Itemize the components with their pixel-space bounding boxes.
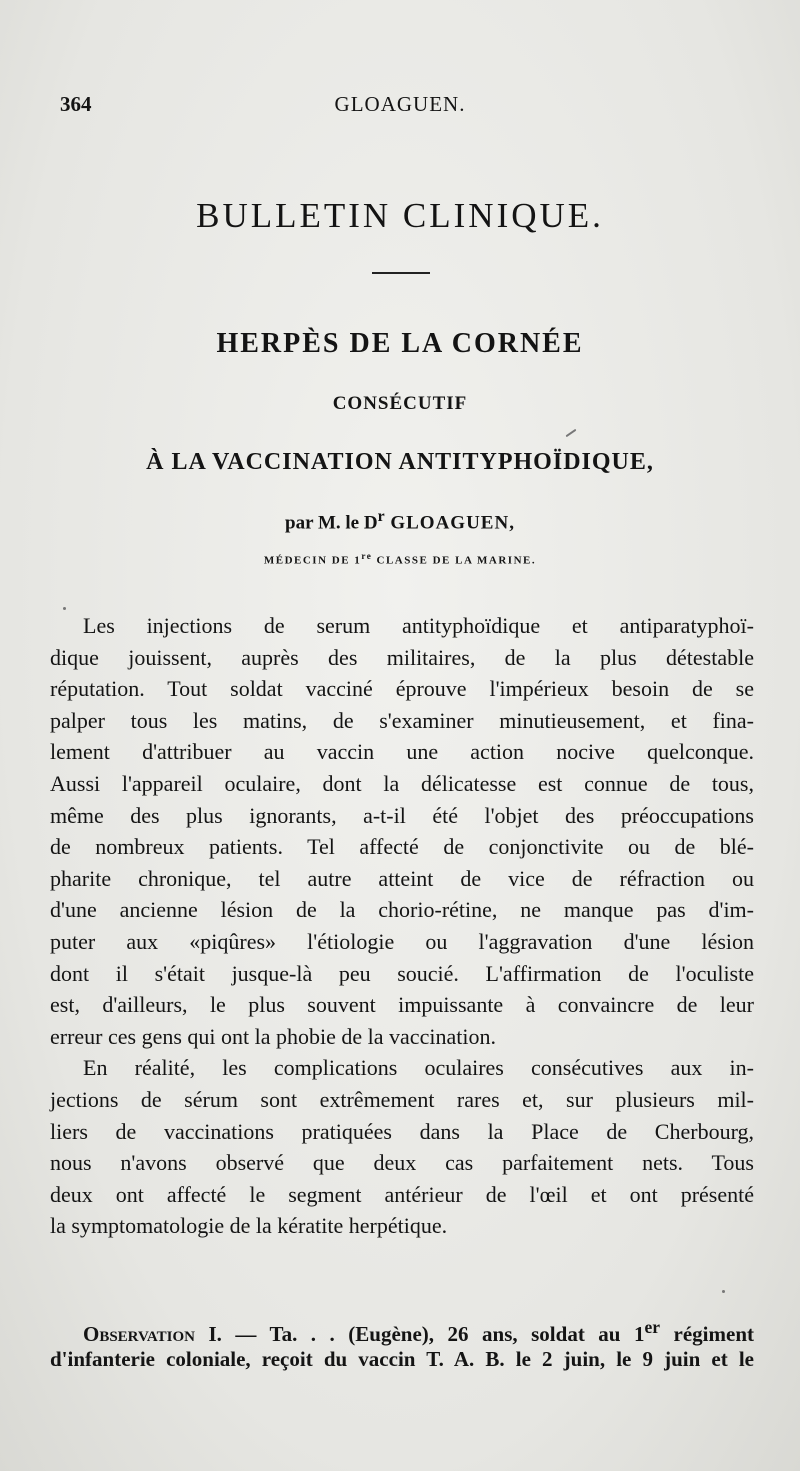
- body-line: liers de vaccinations pratiquées dans la Place de Cherbourg,: [50, 1118, 754, 1144]
- observation-line: [50, 1313, 754, 1345]
- body-line: nous n'avons observé que deux cas parfaitement nets. Tous: [50, 1150, 754, 1176]
- observation-text: I. — Ta. . . (Eugène), 26 ans, soldat au 1: [194, 1322, 645, 1346]
- scan-speck: [722, 1290, 725, 1293]
- article-title: HERPÈS DE LA CORNÉE: [216, 328, 584, 359]
- scan-speck: [63, 607, 66, 610]
- body-line: lement d'attribuer au vaccin une action nocive quelconque.: [50, 739, 754, 765]
- observation-label: Observation: [83, 1322, 195, 1346]
- body-text: [50, 610, 754, 1242]
- body-line: puter aux «piqûres» l'étiologie ou l'aggravation d'une lésion: [50, 928, 754, 954]
- body-line: palper tous les matins, de s'examiner minutieusement, et fina-: [50, 707, 754, 733]
- body-line: deux ont affecté le segment antérieur de l'œil et ont présenté: [50, 1181, 754, 1207]
- scan-mark: [566, 429, 577, 438]
- author-role-post: CLASSE DE LA MARINE.: [372, 554, 537, 567]
- observation-paragraph: [50, 1313, 754, 1376]
- body-line: d'une ancienne lésion de la chorio-rétine, ne manque pas d'im-: [50, 897, 754, 923]
- author-line: [0, 508, 800, 534]
- author-role-pre: MÉDECIN DE 1: [263, 554, 362, 567]
- body-line: Les injections de serum antityphoïdique et antiparatyphoï-: [83, 613, 754, 638]
- body-line: de nombreux patients. Tel affecté de conjonctivite ou de blé-: [50, 834, 754, 860]
- observation-sup: er: [644, 1317, 661, 1337]
- body-line: jections de sérum sont extrêmement rares et, sur plusieurs mil-: [50, 1086, 754, 1112]
- body-line: dique jouissent, auprès des militaires, de la plus détestable: [50, 644, 754, 670]
- observation-text-end: régiment: [660, 1322, 755, 1346]
- body-line: pharite chronique, tel autre atteint de vice de réfraction ou: [50, 865, 754, 891]
- body-line: Aussi l'appareil oculaire, dont la délicatesse est connue de tous,: [50, 770, 754, 796]
- page-number: 364: [60, 92, 92, 116]
- body-line: même des plus ignorants, a-t-il été l'objet des préoccupations: [50, 802, 754, 828]
- author-role-sup: re: [361, 551, 373, 561]
- body-line: réputation. Tout soldat vacciné éprouve l'impérieux besoin de se: [50, 676, 754, 702]
- observation-line: d'infanterie coloniale, reçoit du vaccin T. A. B. le 2 juin, le 9 juin et le: [50, 1346, 754, 1371]
- body-line: erreur ces gens qui ont la phobie de la vaccination.: [50, 1023, 496, 1049]
- title-divider: [372, 272, 430, 274]
- running-head: [0, 92, 800, 122]
- article-subtitle: CONSÉCUTIF: [332, 393, 468, 414]
- body-line: En réalité, les complications oculaires consécutives aux in-: [83, 1055, 754, 1081]
- author-name: GLOAGUEN,: [384, 512, 515, 534]
- author-title-sup: r: [377, 508, 385, 525]
- article-subtitle-main: À LA VACCINATION ANTITYPHOÏDIQUE,: [146, 449, 654, 475]
- section-title: BULLETIN CLINIQUE.: [196, 196, 604, 235]
- running-title: GLOAGUEN.: [334, 92, 466, 116]
- author-role: [0, 551, 800, 567]
- body-line: la symptomatologie de la kératite herpétique.: [50, 1213, 448, 1239]
- body-line: est, d'ailleurs, le plus souvent impuissante à convaincre de leur: [50, 992, 754, 1018]
- body-line: dont il s'était jusque-là peu soucié. L'affirmation de l'oculiste: [50, 960, 754, 986]
- author-prefix: par M. le D: [285, 512, 378, 534]
